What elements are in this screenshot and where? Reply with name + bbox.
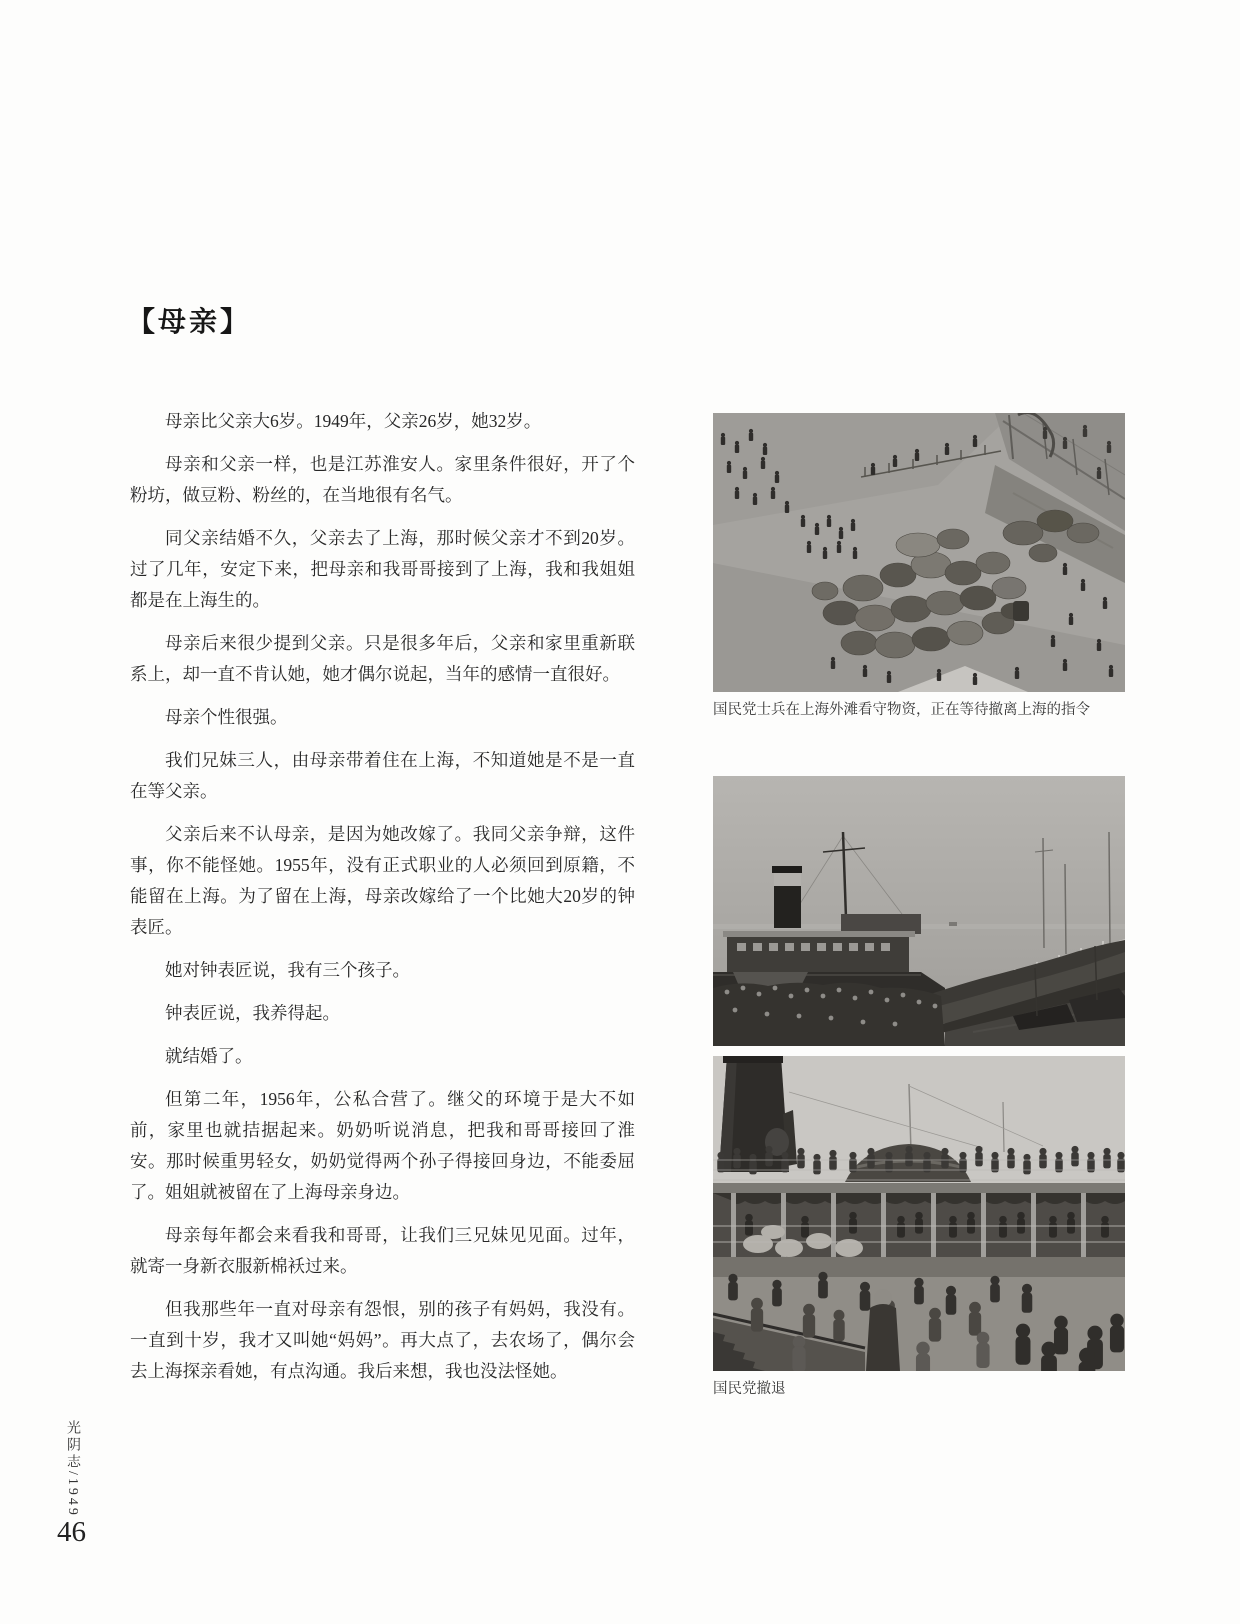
photo-ship-pier (713, 776, 1125, 1046)
paragraph: 母亲个性很强。 (165, 707, 288, 727)
paragraph: 就结婚了。 (165, 1046, 253, 1066)
photo-retreat-ship (713, 1056, 1125, 1399)
paragraph: 母亲比父亲大6岁。1949年，父亲26岁，她32岁。 (165, 411, 542, 431)
photo-caption: 国民党士兵在上海外滩看守物资，正在等待撤离上海的指令 (713, 702, 1090, 718)
paragraph: 同父亲结婚不久，父亲去了上海，那时候父亲才不到20岁。过了几年，安定下来，把母亲和我哥哥接到了上海，我和我姐姐都是在上海生的。 (130, 528, 635, 610)
section-title: 【母亲】 (127, 307, 252, 338)
paragraph: 但第二年，1956年，公私合营了。继父的环境于是大不如前，家里也就拮据起来。奶奶听说消息，把我和哥哥接回了淮安。那时候重男轻女，奶奶觉得两个孙子得接回身边，不能委屈了。姐姐就被留在了上海母亲身边。 (130, 1089, 635, 1202)
paragraph: 父亲后来不认母亲，是因为她改嫁了。我同父亲争辩，这件事，你不能怪她。1955年，没有正式职业的人必须回到原籍，不能留在上海。为了留在上海，母亲改嫁给了一个比她大20岁的钟表匠。 (130, 824, 635, 937)
photo-retreat-ship-image (713, 1056, 1125, 1371)
paragraph: 母亲每年都会来看我和哥哥，让我们三兄妹见见面。过年，就寄一身新衣服新棉袄过来。 (130, 1225, 635, 1276)
photo-caption: 国民党撤退 (713, 1381, 786, 1397)
photo-troops-bund (713, 413, 1125, 720)
photo-ship-pier-image (713, 776, 1125, 1046)
paragraph: 母亲后来很少提到父亲。只是很多年后，父亲和家里重新联系上，却一直不肯认她，她才偶尔说起，当年的感情一直很好。 (130, 633, 635, 684)
paragraph: 钟表匠说，我养得起。 (165, 1003, 340, 1023)
page-number: 46 (57, 1516, 86, 1548)
series-label-vertical: 光阴志/1949 (65, 1420, 80, 1518)
photo-troops-bund-image (713, 413, 1125, 692)
paragraph: 但我那些年一直对母亲有怨恨，别的孩子有妈妈，我没有。一直到十岁，我才又叫她“妈妈”。再大点了，去农场了，偶尔会去上海探亲看她，有点沟通。我后来想，我也没法怪她。 (130, 1299, 635, 1381)
paragraph: 我们兄妹三人，由母亲带着住在上海，不知道她是不是一直在等父亲。 (130, 750, 635, 801)
article-body (130, 406, 635, 1399)
paragraph: 她对钟表匠说，我有三个孩子。 (165, 960, 410, 980)
paragraph: 母亲和父亲一样，也是江苏淮安人。家里条件很好，开了个粉坊，做豆粉、粉丝的，在当地很有名气。 (130, 454, 635, 505)
